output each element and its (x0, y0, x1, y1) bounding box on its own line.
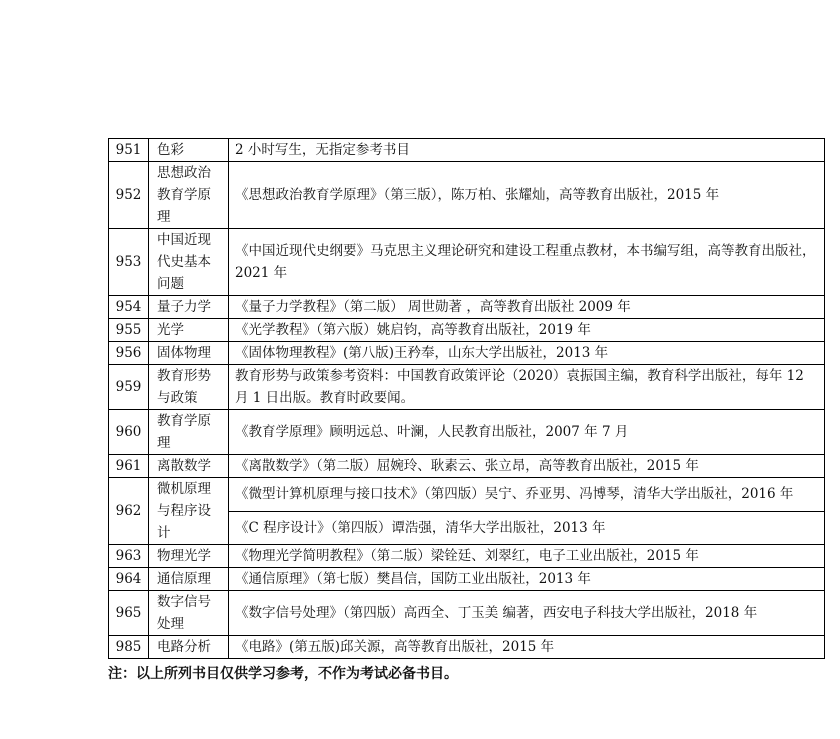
reference-book-cell: 《固体物理教程》(第八版)王矜奉，山东大学出版社，2013 年 (229, 342, 825, 365)
reference-book-cell: 《微型计算机原理与接口技术》（第四版）吴宁、乔亚男、冯博琴，清华大学出版社，2016 年 (229, 478, 825, 512)
reference-book-cell: 《电路》(第五版)邱关源，高等教育出版社，2015 年 (229, 636, 825, 659)
subject-code-cell: 960 (109, 410, 149, 455)
subject-name-cell: 光学 (149, 319, 229, 342)
table-row (109, 568, 825, 591)
table-row (109, 591, 825, 636)
subject-code-cell: 964 (109, 568, 149, 591)
reference-book-cell: 《通信原理》（第七版）樊昌信，国防工业出版社，2013 年 (229, 568, 825, 591)
subject-name-cell: 色彩 (149, 139, 229, 162)
reference-book-cell: 《中国近现代史纲要》马克思主义理论研究和建设工程重点教材，本书编写组，高等教育出版社，2021 年 (229, 229, 825, 296)
reference-book-cell: 《教育学原理》顾明远总、叶澜，人民教育出版社，2007 年 7 月 (229, 410, 825, 455)
subject-name-cell: 中国近现代史基本问题 (149, 229, 229, 296)
reference-book-cell: 《数字信号处理》（第四版）高西全、丁玉美 编著，西安电子科技大学出版社，2018 年 (229, 591, 825, 636)
table-row (109, 478, 825, 512)
subject-name-cell: 离散数学 (149, 455, 229, 478)
subject-code-cell: 962 (109, 478, 149, 545)
table-row (109, 410, 825, 455)
reference-book-cell: 《光学教程》（第六版）姚启钧，高等教育出版社，2019 年 (229, 319, 825, 342)
table-row (109, 162, 825, 229)
subject-code-cell: 951 (109, 139, 149, 162)
reference-book-cell: 《量子力学教程》（第二版） 周世勋著 ，高等教育出版社 2009 年 (229, 296, 825, 319)
reference-book-cell: 《物理光学简明教程》（第二版）梁铨廷、刘翠红，电子工业出版社，2015 年 (229, 545, 825, 568)
table-row (109, 365, 825, 410)
subject-name-cell: 教育形势与政策 (149, 365, 229, 410)
subject-code-cell: 953 (109, 229, 149, 296)
reference-book-cell: 教育形势与政策参考资料：中国教育政策评论（2020）袁振国主编，教育科学出版社，每年 12 月 1 日出版。教育时政要闻。 (229, 365, 825, 410)
table-row (109, 319, 825, 342)
reference-books-table (108, 138, 825, 659)
subject-name-cell: 教育学原理 (149, 410, 229, 455)
table-row (109, 545, 825, 568)
table-row (109, 455, 825, 478)
subject-name-cell: 微机原理与程序设计 (149, 478, 229, 545)
table-row (109, 342, 825, 365)
subject-name-cell: 通信原理 (149, 568, 229, 591)
subject-name-cell: 思想政治教育学原理 (149, 162, 229, 229)
reference-books-table-body (109, 139, 825, 659)
subject-code-cell: 956 (109, 342, 149, 365)
subject-code-cell: 952 (109, 162, 149, 229)
table-row (109, 296, 825, 319)
reference-book-cell: 2 小时写生，无指定参考书目 (229, 139, 825, 162)
subject-code-cell: 963 (109, 545, 149, 568)
subject-name-cell: 数字信号处理 (149, 591, 229, 636)
subject-name-cell: 物理光学 (149, 545, 229, 568)
footnote: 注：以上所列书目仅供学习参考，不作为考试必备书目。 (108, 666, 458, 682)
table-row (109, 139, 825, 162)
subject-code-cell: 985 (109, 636, 149, 659)
subject-name-cell: 量子力学 (149, 296, 229, 319)
subject-code-cell: 959 (109, 365, 149, 410)
subject-code-cell: 965 (109, 591, 149, 636)
subject-code-cell: 954 (109, 296, 149, 319)
reference-book-cell: 《思想政治教育学原理》（第三版），陈万柏、张耀灿，高等教育出版社，2015 年 (229, 162, 825, 229)
reference-book-cell: 《离散数学》（第二版）屈婉玲、耿素云、张立昂，高等教育出版社，2015 年 (229, 455, 825, 478)
subject-code-cell: 961 (109, 455, 149, 478)
subject-code-cell: 955 (109, 319, 149, 342)
table-row (109, 636, 825, 659)
reference-book-cell: 《C 程序设计》（第四版）谭浩强，清华大学出版社，2013 年 (229, 511, 825, 545)
subject-name-cell: 固体物理 (149, 342, 229, 365)
subject-name-cell: 电路分析 (149, 636, 229, 659)
table-row (109, 229, 825, 296)
